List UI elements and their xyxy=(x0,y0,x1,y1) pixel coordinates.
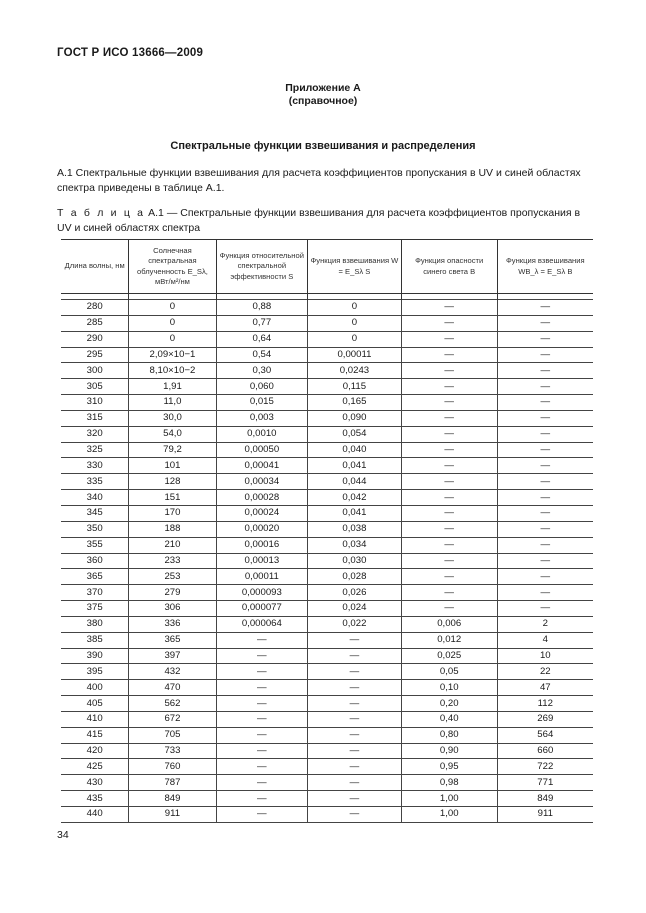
table-cell: 0,165 xyxy=(308,395,402,411)
annex-title: Приложение А xyxy=(285,82,361,94)
table-cell: 0,80 xyxy=(401,727,497,743)
table-cell: 771 xyxy=(497,775,593,791)
table-cell: — xyxy=(497,537,593,553)
table-cell: 170 xyxy=(129,505,216,521)
table-cell: — xyxy=(401,347,497,363)
table-row xyxy=(61,347,593,363)
table-cell: — xyxy=(401,379,497,395)
table-cell: — xyxy=(308,791,402,807)
table-cell: 0,054 xyxy=(308,426,402,442)
table-row xyxy=(61,696,593,712)
table-row xyxy=(61,442,593,458)
table-row xyxy=(61,395,593,411)
table-cell: — xyxy=(401,442,497,458)
table-cell: — xyxy=(401,490,497,506)
table-cell: — xyxy=(308,696,402,712)
table-cell: — xyxy=(497,442,593,458)
spectral-functions-table xyxy=(61,239,593,823)
table-cell: 8,10×10−2 xyxy=(129,363,216,379)
section-title: Спектральные функции взвешивания и распределения xyxy=(170,140,476,152)
table-cell: 0,0243 xyxy=(308,363,402,379)
table-header-row xyxy=(61,240,593,294)
table-cell: 0,30 xyxy=(216,363,308,379)
table-cell: 320 xyxy=(61,426,129,442)
table-cell: 0,015 xyxy=(216,395,308,411)
table-row xyxy=(61,300,593,316)
table-cell: — xyxy=(401,553,497,569)
table-cell: — xyxy=(308,743,402,759)
table-caption-prefix: Т а б л и ц а xyxy=(57,207,146,219)
table-cell: 0,060 xyxy=(216,379,308,395)
table-cell: — xyxy=(401,537,497,553)
table-cell: 188 xyxy=(129,521,216,537)
table-cell: 0,00011 xyxy=(308,347,402,363)
table-cell: — xyxy=(308,775,402,791)
table-cell: 350 xyxy=(61,521,129,537)
table-cell: — xyxy=(216,727,308,743)
table-cell: 112 xyxy=(497,696,593,712)
table-cell: — xyxy=(216,759,308,775)
table-cell: 269 xyxy=(497,711,593,727)
table-cell: — xyxy=(497,331,593,347)
table-cell: 0 xyxy=(129,331,216,347)
table-cell: 280 xyxy=(61,300,129,316)
table-cell: 440 xyxy=(61,807,129,823)
table-cell: 672 xyxy=(129,711,216,727)
table-cell: 365 xyxy=(129,632,216,648)
table-cell: 128 xyxy=(129,474,216,490)
table-cell: 849 xyxy=(497,791,593,807)
table-cell: 30,0 xyxy=(129,410,216,426)
table-cell: 0,10 xyxy=(401,680,497,696)
table-row xyxy=(61,775,593,791)
table-cell: 365 xyxy=(61,569,129,585)
table-cell: — xyxy=(497,569,593,585)
table-cell: 2 xyxy=(497,616,593,632)
table-cell: 0,006 xyxy=(401,616,497,632)
table-cell: — xyxy=(308,664,402,680)
table-cell: — xyxy=(497,363,593,379)
table-cell: 0,40 xyxy=(401,711,497,727)
table-cell: 295 xyxy=(61,347,129,363)
table-caption-text: А.1 — Спектральные функции взвешивания для расчета коэффициентов пропускания в UV и синей областях спектра xyxy=(57,207,581,234)
table-cell: — xyxy=(401,410,497,426)
table-cell: 0,20 xyxy=(401,696,497,712)
table-cell: 435 xyxy=(61,791,129,807)
table-cell: — xyxy=(308,711,402,727)
table-row xyxy=(61,569,593,585)
table-cell: 0,034 xyxy=(308,537,402,553)
table-cell: — xyxy=(216,696,308,712)
table-cell: 0,028 xyxy=(308,569,402,585)
table-cell: 470 xyxy=(129,680,216,696)
table-cell: 325 xyxy=(61,442,129,458)
table-cell: — xyxy=(216,632,308,648)
table-cell: — xyxy=(216,807,308,823)
table-cell: 660 xyxy=(497,743,593,759)
table-cell: — xyxy=(216,791,308,807)
table-cell: 0,00020 xyxy=(216,521,308,537)
table-cell: 420 xyxy=(61,743,129,759)
table-cell: 0,0010 xyxy=(216,426,308,442)
table-cell: — xyxy=(497,426,593,442)
header-blue-light-hazard: Функция опасности синего света B xyxy=(401,240,497,294)
table-cell: 300 xyxy=(61,363,129,379)
table-row xyxy=(61,521,593,537)
table-cell: 0,00024 xyxy=(216,505,308,521)
table-cell: 0,00041 xyxy=(216,458,308,474)
table-cell: 345 xyxy=(61,505,129,521)
table-row xyxy=(61,711,593,727)
table-row xyxy=(61,363,593,379)
table-cell: 0,000093 xyxy=(216,585,308,601)
table-cell: 0 xyxy=(308,315,402,331)
table-row xyxy=(61,664,593,680)
table-cell: 385 xyxy=(61,632,129,648)
table-cell: — xyxy=(497,410,593,426)
table-row xyxy=(61,490,593,506)
header-weighting-w: Функция взвешивания W = E_Sλ S xyxy=(308,240,402,294)
table-cell: 564 xyxy=(497,727,593,743)
table-cell: 0 xyxy=(308,300,402,316)
table-cell: 0,05 xyxy=(401,664,497,680)
table-cell: — xyxy=(216,711,308,727)
table-cell: 400 xyxy=(61,680,129,696)
table-cell: — xyxy=(216,743,308,759)
table-cell: — xyxy=(216,775,308,791)
table-cell: 0,003 xyxy=(216,410,308,426)
table-cell: 4 xyxy=(497,632,593,648)
table-cell: — xyxy=(401,363,497,379)
header-weighting-wb: Функция взвешивания WB_λ = E_Sλ B xyxy=(497,240,593,294)
table-cell: 0,000064 xyxy=(216,616,308,632)
table-cell: 47 xyxy=(497,680,593,696)
table-cell: 306 xyxy=(129,601,216,617)
table-cell: 253 xyxy=(129,569,216,585)
table-cell: — xyxy=(308,680,402,696)
header-solar-irradiance: Солнечная спектральная облученность E_Sλ, мВт/м²/нм xyxy=(129,240,216,294)
table-caption xyxy=(57,206,597,235)
table-cell: — xyxy=(497,553,593,569)
table-cell: — xyxy=(497,490,593,506)
table-cell: — xyxy=(308,807,402,823)
table-cell: — xyxy=(497,474,593,490)
table-cell: — xyxy=(216,664,308,680)
table-cell: 0,041 xyxy=(308,505,402,521)
table-cell: 1,91 xyxy=(129,379,216,395)
header-relative-efficiency: Функция относительной спектральной эффективности S xyxy=(216,240,308,294)
table-row xyxy=(61,807,593,823)
table-cell: 0,95 xyxy=(401,759,497,775)
table-cell: 355 xyxy=(61,537,129,553)
table-cell: 0,88 xyxy=(216,300,308,316)
table-cell: 0,64 xyxy=(216,331,308,347)
table-cell: 370 xyxy=(61,585,129,601)
table-row xyxy=(61,648,593,664)
page-number: 34 xyxy=(57,829,69,841)
table-cell: — xyxy=(401,395,497,411)
table-row xyxy=(61,791,593,807)
table-cell: 336 xyxy=(129,616,216,632)
table-cell: — xyxy=(497,395,593,411)
table-cell: — xyxy=(401,474,497,490)
table-cell: 380 xyxy=(61,616,129,632)
table-cell: — xyxy=(401,300,497,316)
table-row xyxy=(61,553,593,569)
table-cell: — xyxy=(401,521,497,537)
table-cell: — xyxy=(401,585,497,601)
table-cell: 0,044 xyxy=(308,474,402,490)
table-row xyxy=(61,537,593,553)
table-cell: 0,040 xyxy=(308,442,402,458)
table-cell: 0,00013 xyxy=(216,553,308,569)
table-cell: 849 xyxy=(129,791,216,807)
table-cell: — xyxy=(497,379,593,395)
annex-subtitle: (справочное) xyxy=(288,95,358,107)
table-cell: 911 xyxy=(497,807,593,823)
table-cell: 1,00 xyxy=(401,807,497,823)
table-cell: 101 xyxy=(129,458,216,474)
table-cell: 0,041 xyxy=(308,458,402,474)
table-cell: 310 xyxy=(61,395,129,411)
table-cell: 360 xyxy=(61,553,129,569)
table-cell: 405 xyxy=(61,696,129,712)
table-body xyxy=(61,300,593,823)
table-cell: 0 xyxy=(308,331,402,347)
table-cell: 0,026 xyxy=(308,585,402,601)
table-cell: — xyxy=(497,315,593,331)
table-cell: 425 xyxy=(61,759,129,775)
table-row xyxy=(61,331,593,347)
table-row xyxy=(61,379,593,395)
table-row xyxy=(61,505,593,521)
table-cell: — xyxy=(401,331,497,347)
table-row xyxy=(61,458,593,474)
table-cell: 0,042 xyxy=(308,490,402,506)
table-cell: 0,00028 xyxy=(216,490,308,506)
table-cell: 415 xyxy=(61,727,129,743)
table-cell: 151 xyxy=(129,490,216,506)
table-cell: 0,000077 xyxy=(216,601,308,617)
table-cell: 335 xyxy=(61,474,129,490)
table-cell: 0,115 xyxy=(308,379,402,395)
table-cell: 0,90 xyxy=(401,743,497,759)
table-cell: 760 xyxy=(129,759,216,775)
table-cell: 0,00016 xyxy=(216,537,308,553)
intro-paragraph: А.1 Спектральные функции взвешивания для расчета коэффициентов пропускания в UV и синей областях спектра приведены в таблице А.1. xyxy=(57,167,581,194)
table-cell: — xyxy=(308,759,402,775)
table-cell: 0 xyxy=(129,300,216,316)
table-row xyxy=(61,743,593,759)
table-cell: 0,030 xyxy=(308,553,402,569)
table-cell: 11,0 xyxy=(129,395,216,411)
table-cell: — xyxy=(497,601,593,617)
table-cell: 233 xyxy=(129,553,216,569)
table-cell: 0,038 xyxy=(308,521,402,537)
table-cell: 340 xyxy=(61,490,129,506)
table-cell: 430 xyxy=(61,775,129,791)
table-cell: — xyxy=(216,648,308,664)
table-cell: 722 xyxy=(497,759,593,775)
header-wavelength: Длина волны, нм xyxy=(61,240,129,294)
table-cell: 562 xyxy=(129,696,216,712)
annex-heading xyxy=(0,82,646,108)
table-cell: 375 xyxy=(61,601,129,617)
table-cell: — xyxy=(308,648,402,664)
table-cell: — xyxy=(308,632,402,648)
table-cell: 0,00034 xyxy=(216,474,308,490)
table-cell: 305 xyxy=(61,379,129,395)
table-cell: — xyxy=(308,727,402,743)
table-cell: — xyxy=(401,315,497,331)
table-row xyxy=(61,759,593,775)
table-cell: 705 xyxy=(129,727,216,743)
table-cell: 330 xyxy=(61,458,129,474)
table-cell: — xyxy=(497,505,593,521)
table-cell: — xyxy=(401,601,497,617)
document-header: ГОСТ Р ИСО 13666—2009 xyxy=(57,47,204,59)
table-cell: 290 xyxy=(61,331,129,347)
table-cell: — xyxy=(401,569,497,585)
table-cell: 79,2 xyxy=(129,442,216,458)
table-row xyxy=(61,410,593,426)
table-cell: 0,025 xyxy=(401,648,497,664)
table-row xyxy=(61,727,593,743)
table-row xyxy=(61,632,593,648)
table-cell: 0,024 xyxy=(308,601,402,617)
table-cell: — xyxy=(401,426,497,442)
table-cell: 390 xyxy=(61,648,129,664)
table-cell: 0,98 xyxy=(401,775,497,791)
table-cell: — xyxy=(497,458,593,474)
table-cell: — xyxy=(497,521,593,537)
table-cell: 315 xyxy=(61,410,129,426)
table-cell: 0,00011 xyxy=(216,569,308,585)
table-cell: 0,022 xyxy=(308,616,402,632)
table-row xyxy=(61,426,593,442)
table-row xyxy=(61,680,593,696)
table-cell: 10 xyxy=(497,648,593,664)
table-row xyxy=(61,474,593,490)
table-cell: — xyxy=(497,300,593,316)
table-cell: 54,0 xyxy=(129,426,216,442)
table-cell: 0,012 xyxy=(401,632,497,648)
table-cell: 2,09×10−1 xyxy=(129,347,216,363)
table-cell: 787 xyxy=(129,775,216,791)
table-cell: 432 xyxy=(129,664,216,680)
table-cell: 397 xyxy=(129,648,216,664)
table-cell: 22 xyxy=(497,664,593,680)
table-cell: — xyxy=(216,680,308,696)
table-row xyxy=(61,585,593,601)
table-cell: 911 xyxy=(129,807,216,823)
table-cell: — xyxy=(497,347,593,363)
table-cell: 0,090 xyxy=(308,410,402,426)
table-cell: 410 xyxy=(61,711,129,727)
table-cell: — xyxy=(497,585,593,601)
table-row xyxy=(61,315,593,331)
table-cell: 733 xyxy=(129,743,216,759)
table-cell: — xyxy=(401,458,497,474)
table-cell: 210 xyxy=(129,537,216,553)
table-row xyxy=(61,616,593,632)
table-row xyxy=(61,601,593,617)
table-cell: 0,00050 xyxy=(216,442,308,458)
table-cell: 0,54 xyxy=(216,347,308,363)
table-cell: — xyxy=(401,505,497,521)
table-cell: 0,77 xyxy=(216,315,308,331)
table-cell: 395 xyxy=(61,664,129,680)
table-cell: 285 xyxy=(61,315,129,331)
table-cell: 1,00 xyxy=(401,791,497,807)
table-cell: 279 xyxy=(129,585,216,601)
table-cell: 0 xyxy=(129,315,216,331)
